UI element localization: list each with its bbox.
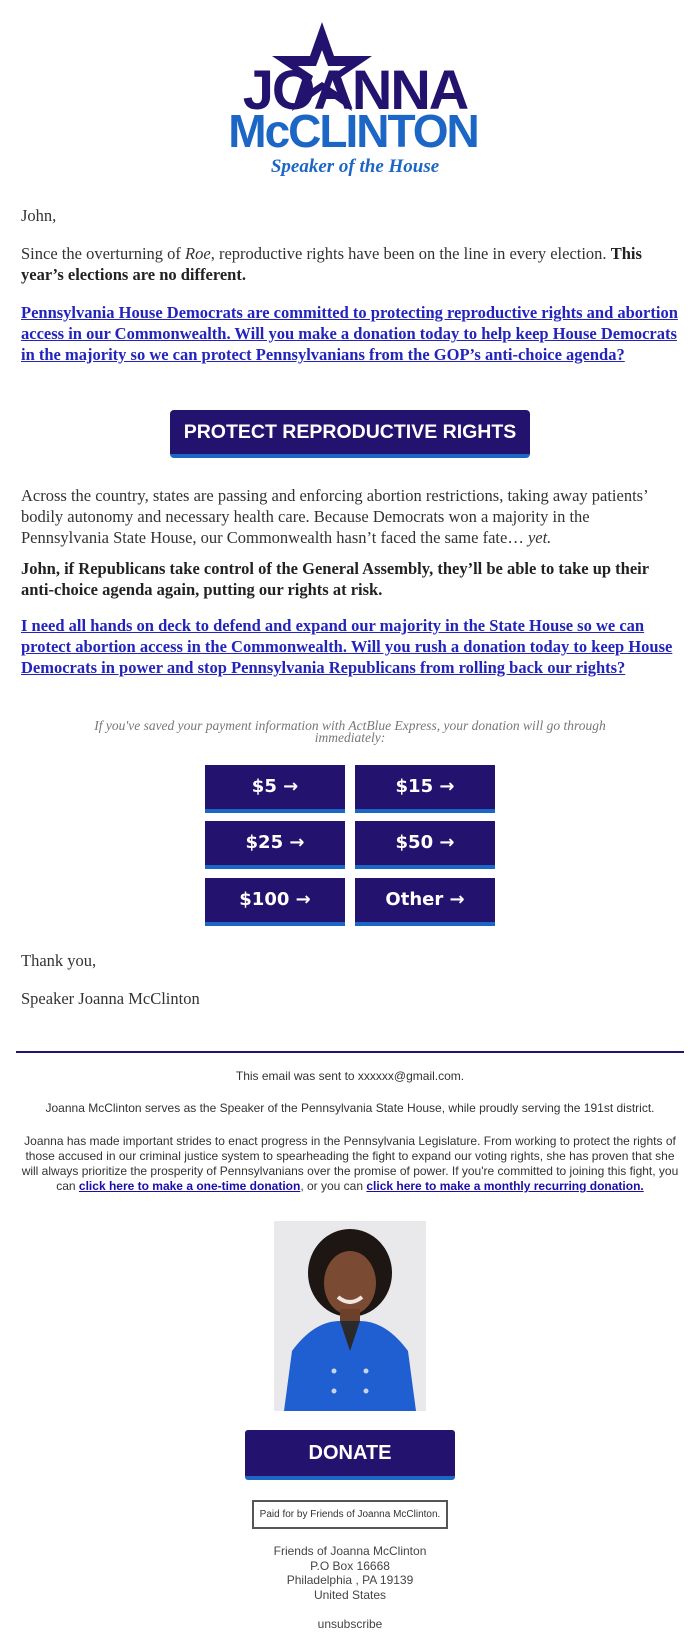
warning-paragraph (21, 558, 681, 600)
greeting: John, (21, 206, 57, 225)
actblue-note-line2: immediately: (314, 730, 386, 745)
donation-link-paragraph-1[interactable] (21, 302, 681, 365)
logo-last-name: McCLINTON (228, 105, 478, 157)
monthly-donation-link[interactable]: click here to make a monthly recurring donation. (366, 1179, 644, 1193)
intro-bold: This year’s elections are no different. (21, 244, 642, 284)
restrictions-yet: yet. (527, 528, 552, 547)
intro-text-end: , reproductive rights have been on the line in every election. (210, 244, 611, 263)
address-line-1: Friends of Joanna McClinton (273, 1544, 427, 1558)
warning-bold: John, if Republicans take control of the General Assembly, they’ll be able to take up their anti-choice agenda again, putting our rights at risk. (21, 559, 649, 599)
protect-rights-button[interactable]: PROTECT REPRODUCTIVE RIGHTS (170, 410, 530, 458)
bio-paragraph-1: Joanna McClinton serves as the Speaker of the Pennsylvania State House, while proudly serving the 191st district. (45, 1101, 655, 1115)
donate-15-button[interactable]: $15 → (355, 765, 495, 813)
actblue-note-line1: If you've saved your payment information with ActBlue Express, your donation will go through (94, 718, 606, 733)
donate-button[interactable]: DONATE (245, 1430, 455, 1480)
intro-text-start: Since the overturning of (21, 244, 186, 263)
bio-paragraph-2 (18, 1134, 682, 1194)
closing: Thank you, (21, 951, 97, 970)
mailing-address (200, 1544, 500, 1602)
logo-subtitle: Speaker of the House (270, 156, 440, 177)
signature: Speaker Joanna McClinton (21, 989, 200, 1008)
address-line-4: United States (313, 1587, 387, 1602)
sent-to-prefix: This email was sent to (235, 1069, 358, 1083)
footer-divider (16, 1051, 684, 1053)
donation-link-paragraph-2[interactable] (21, 615, 681, 678)
bio2-text: Joanna has made important strides to enact progress in the Pennsylvania Legislature. From working to protect the rights of those accused in our criminal justice system to spearheading the fight to expand our voting rights, she has proven that she will always prioritize the prosperity of Pennsylvanians over the promise of power. If you're committed to joining this fight, you can (21, 1134, 679, 1193)
donation-link-2[interactable]: I need all hands on deck to defend and expand our majority in the State House so we can protect abortion access in the Commonwealth. Will you rush a donation today to keep House Democrats in power and stop Pennsylvania Republicans from rolling back our rights? (21, 616, 673, 677)
donate-50-button[interactable]: $50 → (355, 821, 495, 869)
logo-first-name: JOANNA (242, 58, 468, 121)
one-time-donation-link[interactable]: click here to make a one-time donation (78, 1179, 301, 1193)
sent-to-email: xxxxxx@gmail.com. (357, 1069, 465, 1083)
donate-5-button[interactable]: $5 → (205, 765, 345, 813)
restrictions-text: Across the country, states are passing and enforcing abortion restrictions, taking away patients’ bodily autonomy and necessary health care. Because Democrats won a majority in the Pennsylvania State House, our Commonwealth hasn’t faced the same fate… (21, 486, 648, 547)
intro-paragraph (21, 243, 681, 285)
campaign-logo (0, 10, 700, 177)
candidate-photo (274, 1221, 426, 1411)
actblue-express-note (40, 720, 660, 744)
paid-for-disclaimer: Paid for by Friends of Joanna McClinton. (252, 1500, 448, 1529)
address-line-3: Philadelphia , PA 19139 (286, 1573, 414, 1587)
restrictions-paragraph (21, 485, 681, 548)
donate-25-button[interactable]: $25 → (205, 821, 345, 869)
address-line-2: P.O Box 16668 (310, 1558, 390, 1573)
unsubscribe-link[interactable]: unsubscribe (317, 1617, 383, 1631)
bio2-mid: , or you can (300, 1179, 367, 1193)
donation-link-1[interactable]: Pennsylvania House Democrats are committed to protecting reproductive rights and abortion access in our Commonwealth. Will you make a donation today to help keep House Democrats in the majority so we can protect Pennsylvanians from the GOP’s anti-choice agenda? (21, 303, 678, 364)
donate-100-button[interactable]: $100 → (205, 878, 345, 926)
sent-to-line (18, 1069, 682, 1084)
intro-roe: Roe (185, 244, 211, 263)
donate-other-button[interactable]: Other → (355, 878, 495, 926)
